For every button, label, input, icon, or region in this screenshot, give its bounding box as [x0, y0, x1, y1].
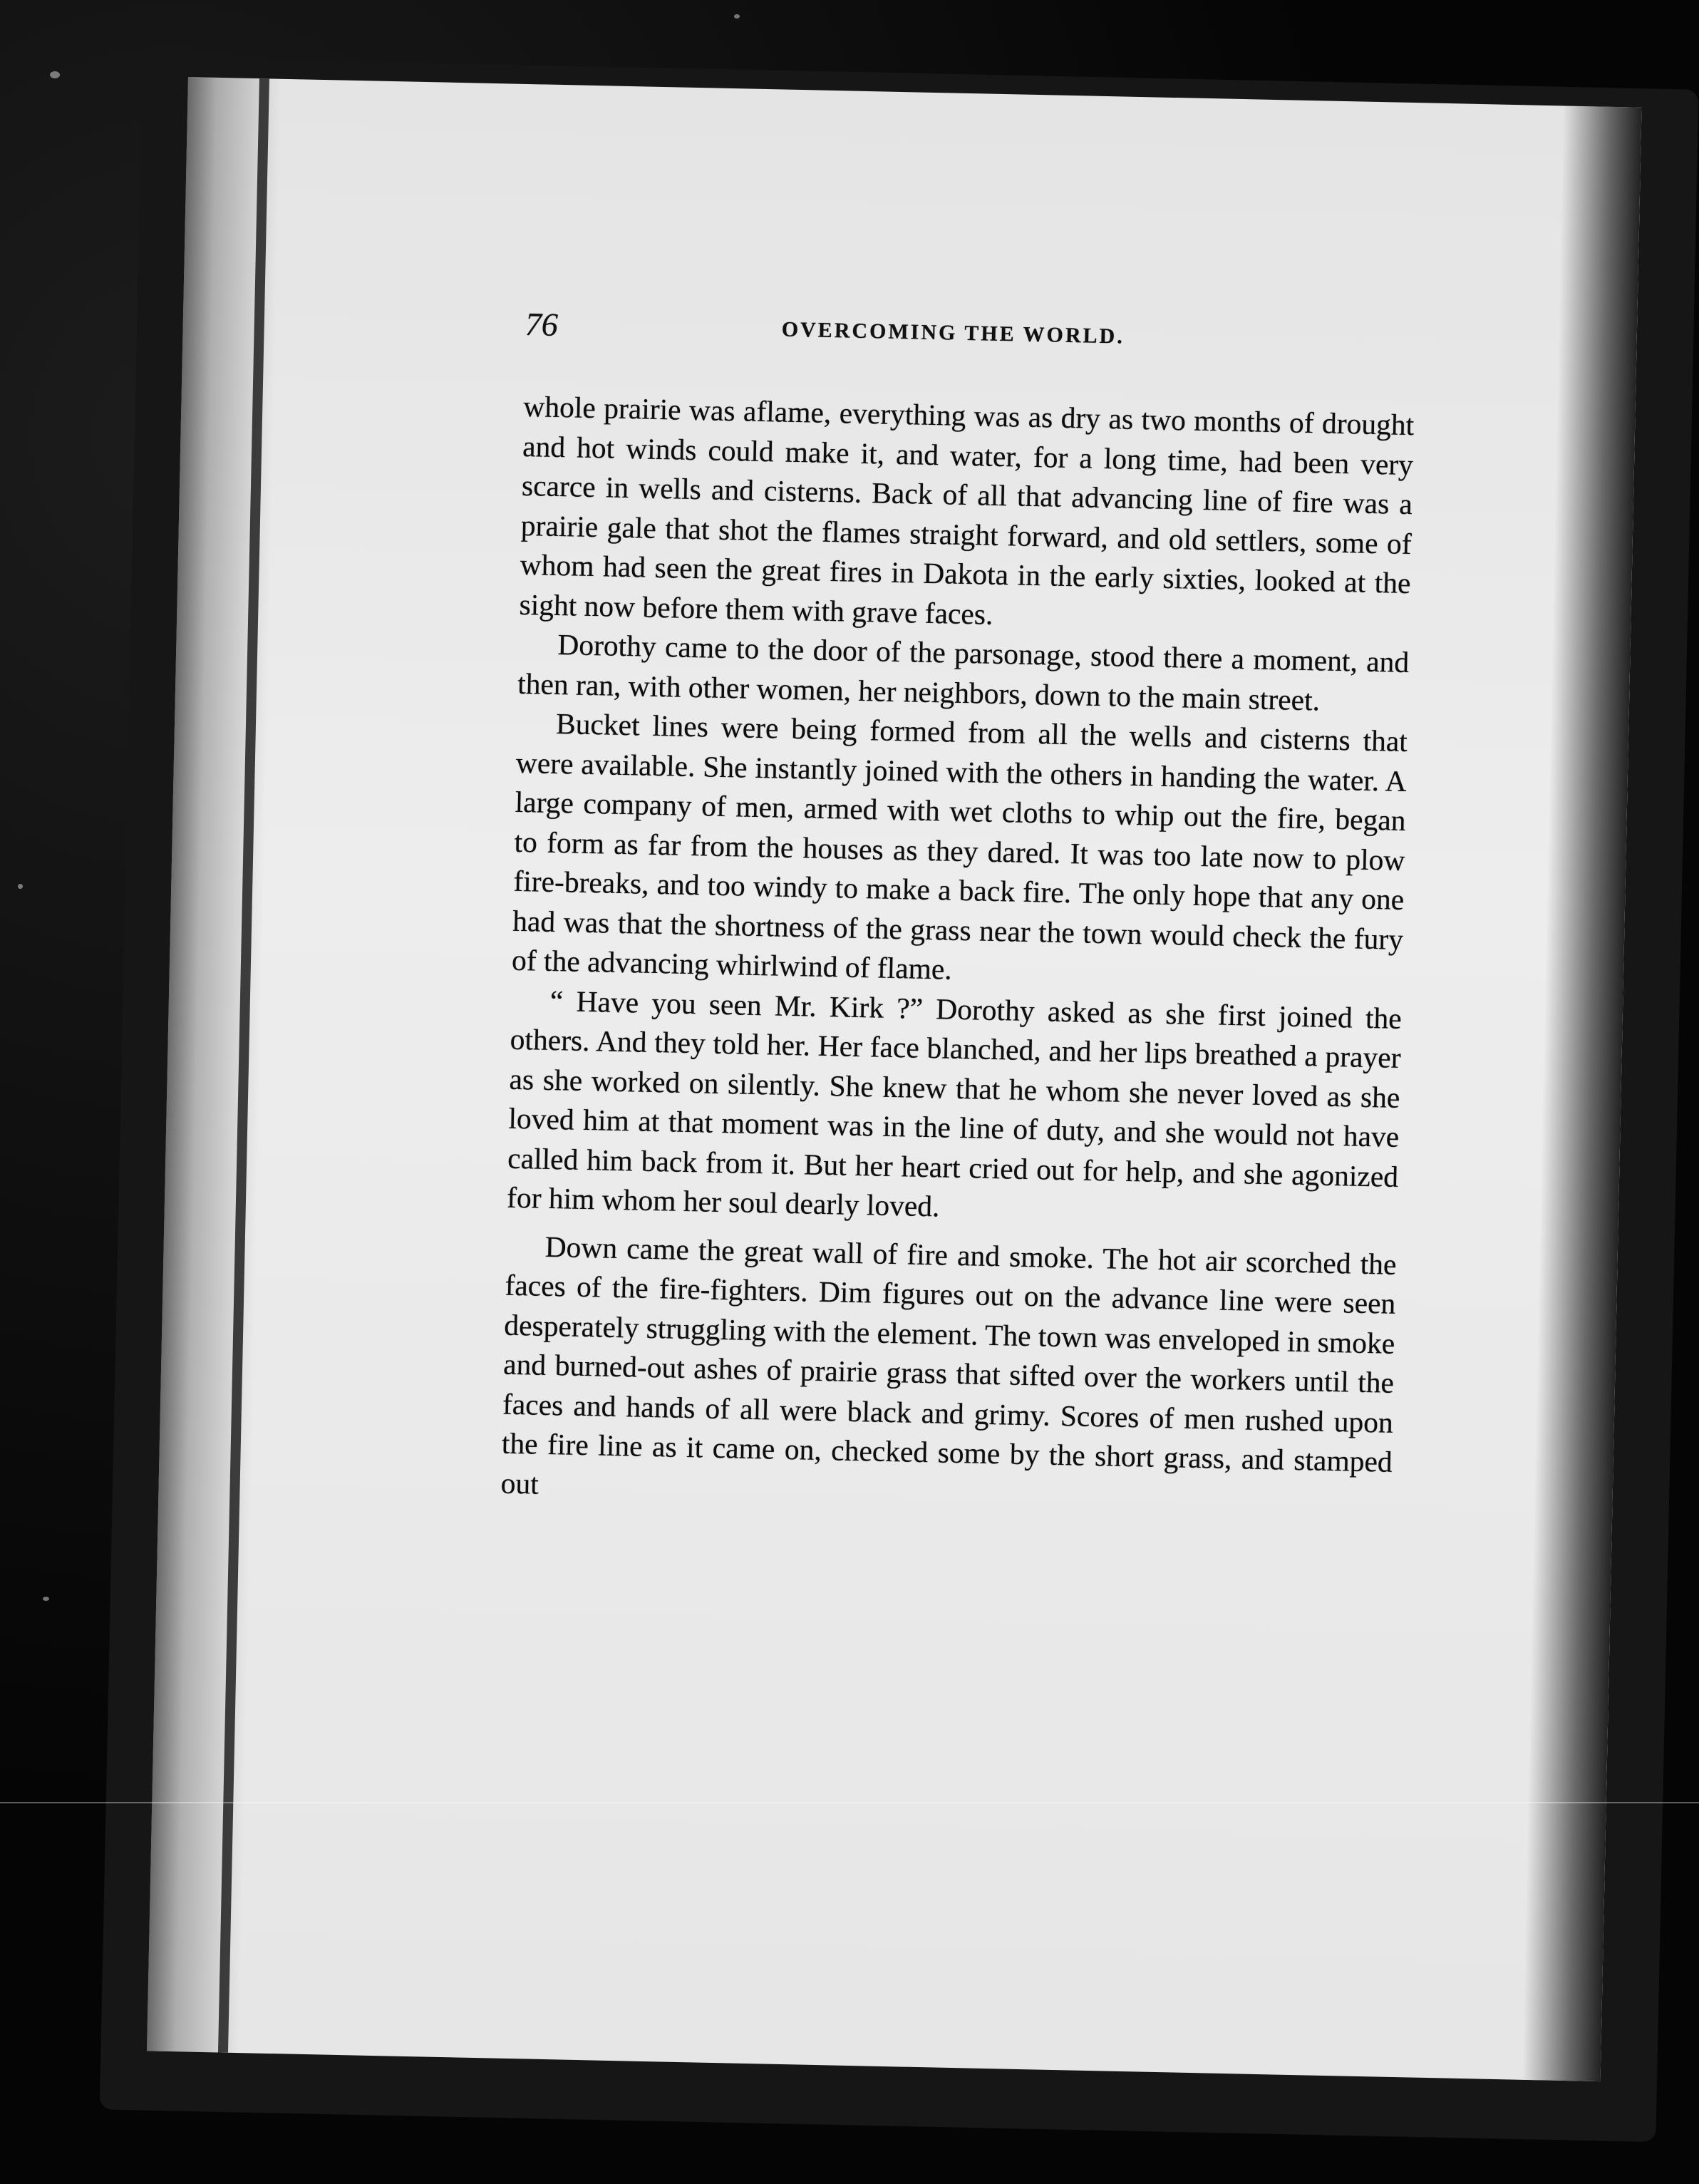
- page-header: [525, 305, 1466, 382]
- page-gutter-line: [218, 78, 269, 2053]
- dust-speck: [18, 884, 23, 889]
- book-page: [147, 77, 1642, 2081]
- page-number: 76: [525, 305, 559, 343]
- paragraph: whole prairie was aflame, everything was as dry as two months of drought and hot winds could make it, and water, for a long time, had been very scarce in wells and cisterns. Back of all that advancing line of fire was a prairie gale that shot the flames straight forward, and old settlers, some of whom had seen the great fires in Dakota in the early sixties, looked at the sight now before them with grave faces.: [519, 389, 1415, 631]
- paragraph: Dorothy came to the door of the parsonage, stood there a moment, and then ran, with other women, her neighbors, down to the main street.: [517, 628, 1410, 716]
- paragraph: Down came the great wall of fire and smoke. The hot air scorched the faces of the fire-fighters. Dim figures out on the advance line were seen desperately struggling with the element. The town was enveloped in smoke and burned-out ashes of prairie grass that sifted over the workers until the faces and hands of all were black and grimy. Scores of men rushed upon the fire line as it came on, checked some by the short grass, and stamped out: [500, 1230, 1397, 1500]
- dust-speck: [50, 71, 60, 78]
- scan-artifact-line: [0, 1802, 1699, 1803]
- paragraph: “ Have you seen Mr. Kirk ?” Dorothy asked as she first joined the others. And they told her. Her face blanched, and her lips breathed a prayer as she worked on silently. She knew that he whom she never loved as she loved him at that moment was in the line of duty, and she would not have called him back from it. But her heart cried out for help, and she agonized for him whom her soul dearly loved.: [506, 984, 1403, 1223]
- body-text: [500, 387, 1415, 1522]
- dust-speck: [734, 14, 740, 19]
- paragraph: Bucket lines were being formed from all the wells and cisterns that were available. She instantly joined with the others in handing the water. A large company of men, armed with wet cloths to whip out the fire, began to form as far from the houses as they dared. It was too late now to plow fire-breaks, and too windy to make a back fire. The only hope that any one had was that the shortness of the grass near the town would check the fury of the advancing whirlwind of flame.: [511, 707, 1408, 986]
- dust-speck: [43, 1597, 49, 1601]
- running-head: OVERCOMING THE WORLD.: [781, 317, 1125, 349]
